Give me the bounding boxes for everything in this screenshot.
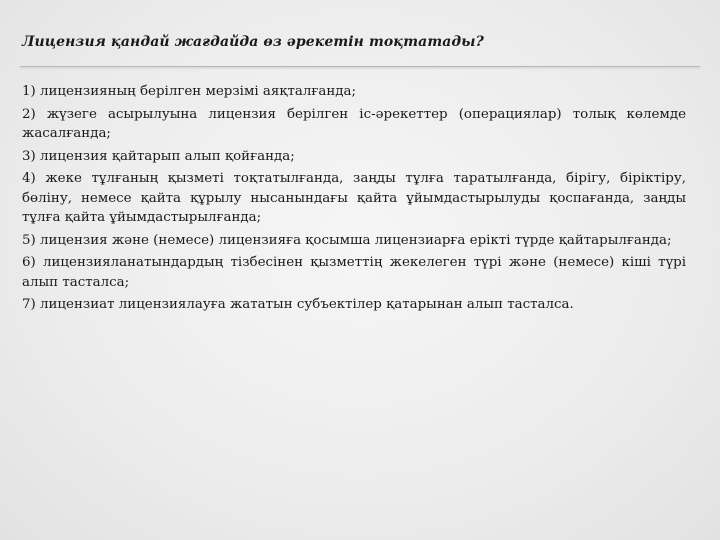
slide-title: Лицензия қандай жағдайда өз әрекетін тоқтатады?	[22, 34, 484, 50]
list-item: 2) жүзеге асырылуына лицензия берілген іс-әрекеттер (операциялар) толық көлемде жасалғанда;	[22, 106, 686, 141]
list-item: 4) жеке тұлғаның қызметі тоқтатылғанда, заңды тұлға таратылғанда, бірігу, біріктіру, бөліну, немесе қайта құрылу нысанындағы қайта ұйымдастырылуды қоспағанда, заңды тұлға қайта ұйымдастырылғанда;	[22, 171, 686, 225]
divider-shadow	[20, 67, 700, 70]
conditions-list	[22, 82, 686, 318]
title-divider	[0, 63, 720, 71]
list-item: 5) лицензия және (немесе) лицензияға қосымша лицензиарға ерікті түрде қайтарылғанда;	[22, 232, 672, 248]
list-item: 7) лицензиат лицензиялауға жататын субъектілер қатарынан алып тасталса.	[22, 297, 574, 312]
list-item: 6) лицензияланатындардың тізбесінен қызметтің жекелеген түрі және (немесе) кіші түрі алып тасталса;	[22, 255, 686, 290]
list-item: 3) лицензия қайтарып алып қойғанда;	[22, 148, 295, 164]
list-item: 1) лицензияның берілген мерзімі аяқталғанда;	[22, 84, 357, 99]
